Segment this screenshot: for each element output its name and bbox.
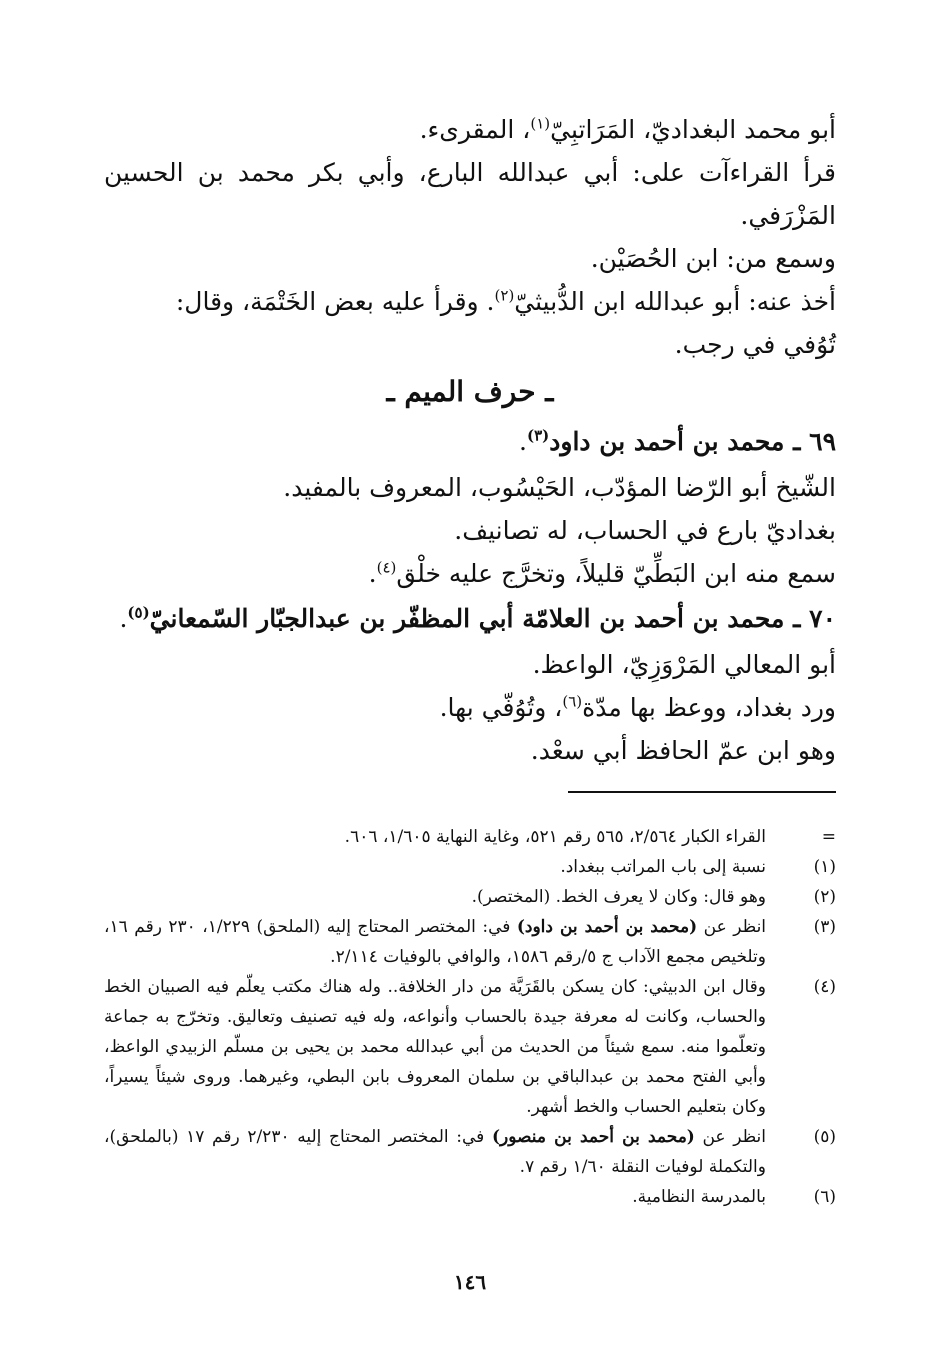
text-line: سمع منه ابن البَطِّيّ قليلاً، وتخرَّج عليه خلْق$^{(٤)}$.	[368, 558, 836, 588]
page-number: ١٤٦	[453, 1270, 487, 1294]
entry-title: ٦٩ ـ محمد بن أحمد بن داود$^{(٣)}$.	[519, 426, 836, 456]
footnote-divider	[568, 791, 836, 793]
main-text	[104, 108, 836, 772]
footnote	[104, 1182, 836, 1212]
footnote-text: وقال ابن الدبيثي: كان يسكن بالقَرَيَّة من دار الخلافة.. وله هناك مكتب يعلّم فيه الصبيان الخط والحساب، وكانت له معرفة جيدة بالحساب وأنواعه، وله فيه تصنيف وتعاليق. وتخرّج به جماعة وتعلّموا منه. سمع شيئاً من الحديث من أبي عبدالله محمد بن يحيى بن مسلّم الزبيدي الواعظ، وأبي الفتح محمد بن عبدالباقي بن سلمان المعروف بابن البطي، وغيرهما. وروى شيئاً يسيراً، وكان بتعليم الحساب والخط أشهر.	[104, 977, 766, 1117]
footnote-ref: (٢)	[494, 286, 515, 305]
section-heading: ـ حرف الميم ـ	[386, 375, 554, 408]
footnote-number: (٥)	[813, 1127, 836, 1147]
text-line: بغداديّ بارع في الحساب، له تصانيف.	[454, 516, 836, 545]
text-line: أبو المعالي المَرْوَزِيّ، الواعظ.	[532, 650, 836, 679]
text-line: ورد بغداد، ووعظ بها مدّة$^{(٦)}$، وتُوُفّي بها.	[439, 692, 836, 722]
text-line: أخذ عنه: أبو عبدالله ابن الدُّبيثيّ$^{(٢)}$. وقرأ عليه بعض الخَتْمَة، وقال:	[175, 286, 836, 316]
footnotes	[104, 822, 836, 1212]
footnote-ref: (٤)	[376, 558, 397, 577]
footnote-ref: (٥)	[127, 603, 150, 622]
entry-title: ٧٠ ـ محمد بن أحمد بن العلامّة أبي المظفّر بن عبدالجبّار السّمعانيّ$^{(٥)}$.	[119, 603, 836, 633]
footnote	[104, 852, 836, 882]
text-line: تُوُفي في رجب.	[674, 330, 836, 359]
footnote	[104, 822, 836, 852]
footnote-ref: (٣)	[526, 426, 550, 445]
footnote-number: (٢)	[813, 887, 836, 907]
footnote-number: (١)	[813, 857, 836, 877]
footnote-text: انظر عن (محمد بن أحمد بن منصور) في: المختصر المحتاج إليه ٢/٢٣٠ رقم ١٧ (بالملحق)، والتكملة لوفيات النقلة ١/٦٠ رقم ٧.	[104, 1127, 767, 1177]
footnote-number: (٦)	[813, 1187, 836, 1207]
text-line: الشّيخ أبو الرّضا المؤدّب، الحَيْسُوب، المعروف بالمفيد.	[283, 473, 836, 502]
footnote	[104, 1122, 836, 1182]
footnote-number: (٤)	[813, 977, 836, 997]
footnote-text: انظر عن (محمد بن أحمد بن داود) في: المختصر المحتاج إليه (الملحق) ١/٢٢٩، ٢٣٠ رقم ١٦، وتلخيص مجمع الآداب ج ٥/رقم ١٥٨٦، والوافي بالوفيات ٢/١١٤.	[104, 917, 767, 967]
footnote-ref: (٦)	[562, 692, 583, 711]
footnote-number: (٣)	[813, 917, 836, 937]
footnote-text: وهو قال: وكان لا يعرف الخط. (المختصر).	[471, 887, 766, 907]
footnote-text: القراء الكبار ٢/٥٦٤، ٥٦٥ رقم ٥٢١، وغاية النهاية ١/٦٠٥، ٦٠٦.	[344, 827, 766, 847]
footnote	[104, 912, 836, 972]
footnote	[104, 882, 836, 912]
text-line: وسمع من: ابن الحُصَيْن.	[590, 244, 836, 273]
text-line: وهو ابن عمّ الحافظ أبي سعْد.	[530, 736, 836, 765]
text-line: قرأ القراءآت على: أبي عبدالله البارع، وأبي بكر محمد بن الحسين المَزْرَفي.	[104, 158, 836, 230]
footnote-text: نسبة إلى باب المراتب ببغداد.	[560, 857, 766, 877]
footnote-number: =	[821, 827, 836, 847]
footnote	[104, 972, 836, 1122]
footnote-ref: (١)	[530, 114, 551, 133]
text-line: أبو محمد البغداديّ، المَرَاتبِيّ$^{(١)}$، المقرىء.	[419, 114, 836, 144]
footnote-text: بالمدرسة النظامية.	[632, 1187, 766, 1207]
